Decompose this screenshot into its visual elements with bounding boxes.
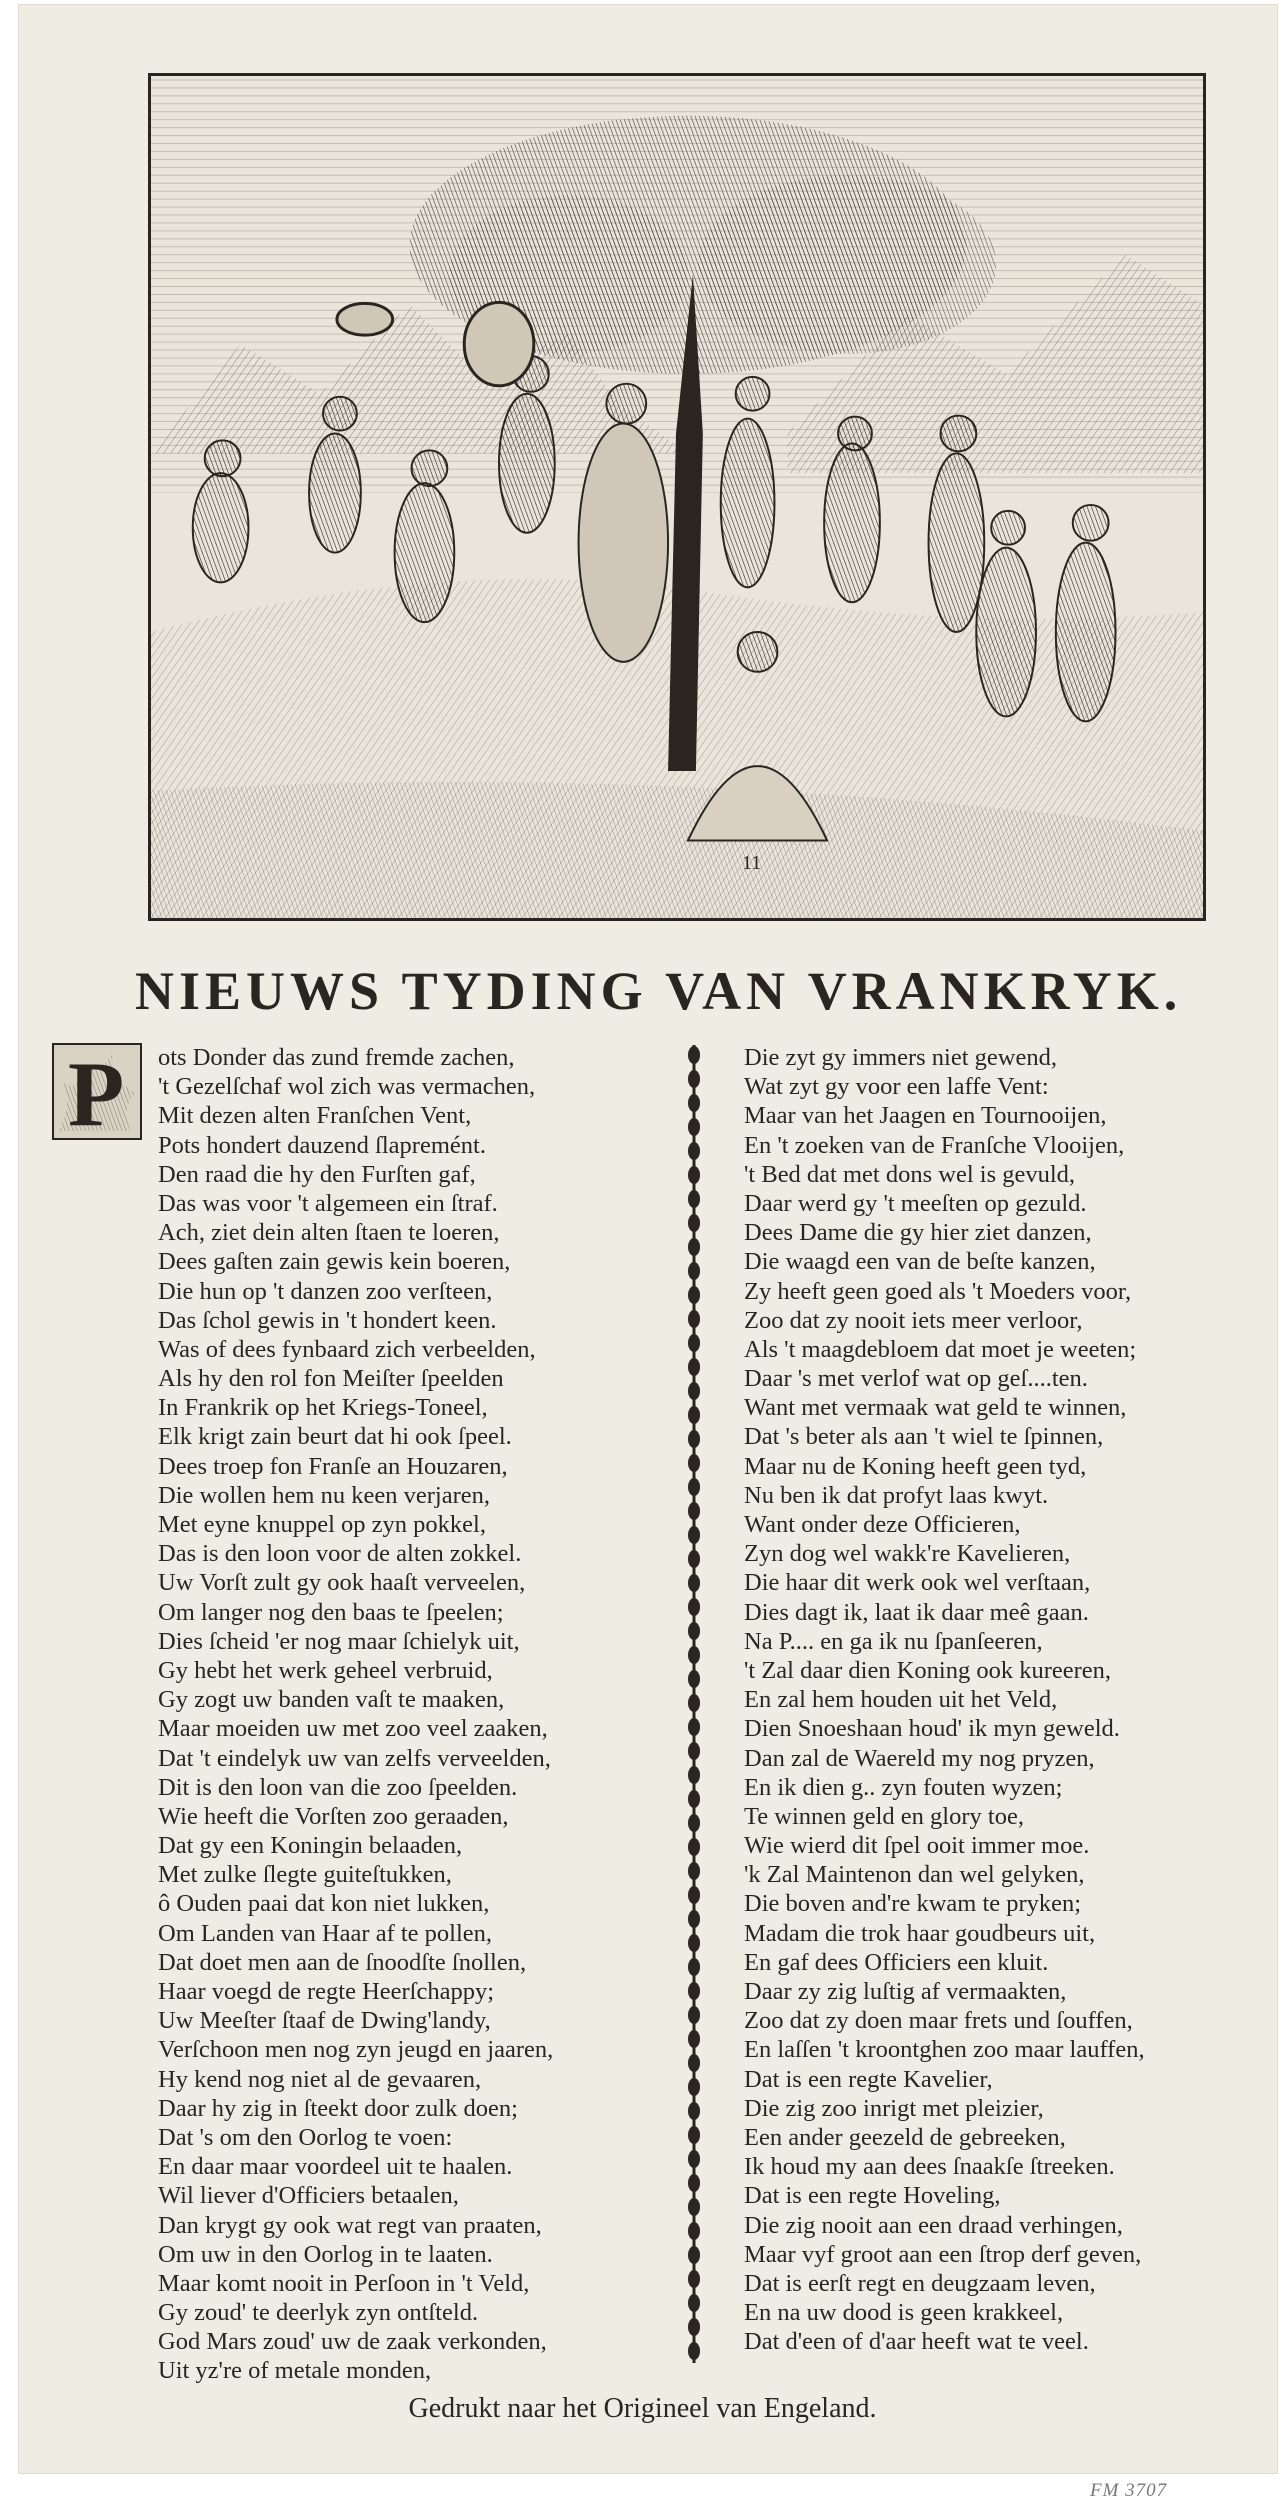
verse-line: Maar moeiden uw met zoo veel zaaken, bbox=[158, 1715, 548, 1743]
verse-line: Haar voegd de regte Heerſchappy; bbox=[158, 1978, 495, 2005]
verse-line: Die zyt gy immers niet gewend, bbox=[744, 1044, 1057, 1071]
verse-line: Ach, ziet dein alten ſtaen te loeren, bbox=[158, 1219, 500, 1247]
verse-line: Gy zoud' te deerlyk zyn ontſteld. bbox=[158, 2299, 479, 2327]
verse-line: Dat 't eindelyk uw van zelfs verveelden, bbox=[158, 1744, 551, 1772]
verse-line: En na uw dood is geen krakkeel, bbox=[744, 2299, 1064, 2327]
verse-line: Want met vermaak wat geld te winnen, bbox=[744, 1394, 1127, 1422]
verse-line: Om Landen van Haar af te pollen, bbox=[158, 1919, 493, 1947]
verse-line: En ik dien g.. zyn fouten wyzen; bbox=[744, 1773, 1063, 1801]
verse-line: Dat gy een Koningin belaaden, bbox=[158, 1832, 463, 1860]
verse-line: En zal hem houden uit het Veld, bbox=[744, 1686, 1058, 1714]
verse-line: Ik houd my aan dees ſnaakſe ſtreeken. bbox=[744, 2153, 1115, 2181]
verse-line: 't Zal daar dien Koning ook kureeren, bbox=[744, 1656, 1112, 1684]
verse-line: Dees troep fon Franſe an Houzaren, bbox=[158, 1452, 508, 1480]
verse-line: Die waagd een van de beſte kanzen, bbox=[744, 1248, 1096, 1276]
verse-line: Dat is een regte Hoveling, bbox=[744, 2182, 1001, 2210]
verse-line: Dees Dame die gy hier ziet danzen, bbox=[744, 1219, 1092, 1247]
verse-line: Daar hy zig in ſteekt door zulk doen; bbox=[158, 2094, 518, 2122]
verse-line: Maar van het Jaagen en Tournooijen, bbox=[744, 1102, 1107, 1130]
verse-line: Daar 's met verlof wat op geſ....ten. bbox=[744, 1365, 1088, 1393]
verse-line: Was of dees fynbaard zich verbeelden, bbox=[158, 1335, 536, 1363]
verse-line: Die zig nooit aan een draad verhingen, bbox=[744, 2211, 1123, 2239]
verse-line: Dan krygt gy ook wat regt van praaten, bbox=[158, 2211, 542, 2239]
verse-line: Pots hondert dauzend ſlapremént. bbox=[158, 1131, 486, 1159]
column-divider-ornament bbox=[684, 1045, 704, 2363]
verse-line: Verſchoon men nog zyn jeugd en jaaren, bbox=[158, 2036, 554, 2064]
verse-line: Die haar dit werk ook wel verſtaan, bbox=[744, 1569, 1091, 1597]
verse-line: Uw Vorſt zult gy ook haaſt verveelen, bbox=[158, 1569, 526, 1597]
verse-line: Maar komt nooit in Perſoon in 't Veld, bbox=[158, 2269, 530, 2297]
verse-line: Maar vyf groot aan een ſtrop derf geven, bbox=[744, 2240, 1142, 2268]
page-title: NIEUWS TYDING VAN VRANKRYK. bbox=[135, 961, 1183, 1021]
verse-line: Die wollen hem nu keen verjaren, bbox=[158, 1481, 490, 1509]
verse-line: Om langer nog den baas te ſpeelen; bbox=[158, 1598, 504, 1626]
verse-line: Als 't maagdebloem dat moet je weeten; bbox=[744, 1335, 1137, 1363]
verse-line: Wie heeft die Vorſten zoo geraaden, bbox=[158, 1802, 509, 1830]
verse-line: Uw Meeſter ſtaaf de Dwing'landy, bbox=[158, 2007, 491, 2035]
verse-line: Als hy den rol fon Meiſter ſpeelden bbox=[158, 1365, 504, 1393]
verse-line: Das is den loon voor de alten zokkel. bbox=[158, 1540, 522, 1568]
verse-line: Elk krigt zain beurt dat hi ook ſpeel. bbox=[158, 1423, 512, 1451]
right-verse-column bbox=[744, 1043, 1264, 2356]
plate-number: 11 bbox=[742, 852, 762, 874]
verse-line: Een ander geezeld de gebreeken, bbox=[744, 2123, 1066, 2151]
verse-line: In Frankrik op het Kriegs-Toneel, bbox=[158, 1394, 488, 1422]
verse-line: Madam die trok haar goudbeurs uit, bbox=[744, 1919, 1096, 1947]
verse-line: Die hun op 't danzen zoo verſteen, bbox=[158, 1277, 493, 1305]
verse-line: Die boven and're kwam te pryken; bbox=[744, 1890, 1082, 1918]
verse-line: Daar werd gy 't meeſten op gezuld. bbox=[744, 1189, 1087, 1217]
verse-line: Mit dezen alten Franſchen Vent, bbox=[158, 1102, 472, 1130]
verse-line: Nu ben ik dat profyt laas kwyt. bbox=[744, 1481, 1049, 1509]
verse-line: Dees gaſten zain gewis kein boeren, bbox=[158, 1248, 511, 1276]
verse-line: Wat zyt gy voor een laffe Vent: bbox=[744, 1073, 1049, 1101]
verse-line: ô Ouden paai dat kon niet lukken, bbox=[158, 1890, 490, 1918]
verse-line: Dit is den loon van die zoo ſpeelden. bbox=[158, 1773, 518, 1801]
verse-line: Zy heeft geen goed als 't Moeders voor, bbox=[744, 1277, 1132, 1305]
verse-line: Wil liever d'Officiers betaalen, bbox=[158, 2182, 459, 2210]
verse-line: 't Bed dat met dons wel is gevuld, bbox=[744, 1160, 1076, 1188]
verse-line: Hy kend nog niet al de gevaaren, bbox=[158, 2065, 482, 2093]
left-verse-column bbox=[60, 1043, 680, 2386]
verse-line: Want onder deze Officieren, bbox=[744, 1511, 1021, 1538]
verse-line: Das was voor 't algemeen ein ſtraf. bbox=[158, 1189, 498, 1217]
verse-line: Na P.... en ga ik nu ſpanſeeren, bbox=[744, 1627, 1043, 1655]
colophon: Gedrukt naar het Origineel van Engeland. bbox=[408, 2393, 877, 2424]
archive-reference-note: FM 3707 bbox=[1090, 2480, 1168, 2501]
verse-line: Dat is eerſt regt en deugzaam leven, bbox=[744, 2269, 1096, 2297]
verse-line: Dat doet men aan de ſnoodſte ſnollen, bbox=[158, 1948, 527, 1976]
etching-illustration bbox=[148, 73, 1206, 921]
verse-line: En laſſen 't kroontghen zoo maar lauffen, bbox=[744, 2036, 1145, 2064]
verse-line: Maar nu de Koning heeft geen tyd, bbox=[744, 1452, 1087, 1480]
verse-line: Dies dagt ik, laat ik daar meê gaan. bbox=[744, 1598, 1089, 1626]
verse-line: Dan zal de Waereld my nog pryzen, bbox=[744, 1744, 1095, 1772]
verse-line: 't Gezelſchaf wol zich was vermachen, bbox=[158, 1073, 536, 1101]
verse-line: Gy zogt uw banden vaſt te maaken, bbox=[158, 1686, 505, 1714]
verse-line: ots Donder das zund fremde zachen, bbox=[158, 1044, 515, 1071]
verse-line: Zoo dat zy doen maar frets und ſouffen, bbox=[744, 2007, 1133, 2035]
verse-line: Die zig zoo inrigt met pleizier, bbox=[744, 2094, 1044, 2122]
verse-line: Dat 's om den Oorlog te voen: bbox=[158, 2123, 453, 2151]
verse-line: En 't zoeken van de Franſche Vlooijen, bbox=[744, 1131, 1125, 1159]
verse-line: Met eyne knuppel op zyn pokkel, bbox=[158, 1511, 486, 1538]
verse-line: Den raad die hy den Furſten gaf, bbox=[158, 1160, 476, 1188]
verse-line: Dat 's beter als aan 't wiel te ſpinnen, bbox=[744, 1423, 1104, 1451]
verse-line: Das ſchol gewis in 't hondert keen. bbox=[158, 1306, 497, 1334]
verse-line: En gaf dees Officiers een kluit. bbox=[744, 1948, 1049, 1976]
verse-line: Dat d'een of d'aar heeft wat te veel. bbox=[744, 2328, 1089, 2356]
verse-line: Dies ſcheid 'er nog maar ſchielyk uit, bbox=[158, 1627, 520, 1655]
verse-line: Gy hebt het werk geheel verbruid, bbox=[158, 1656, 493, 1684]
verse-line: Met zulke ſlegte guiteſtukken, bbox=[158, 1861, 452, 1889]
verse-line: God Mars zoud' uw de zaak verkonden, bbox=[158, 2328, 547, 2356]
verse-line: Wie wierd dit ſpel ooit immer moe. bbox=[744, 1832, 1090, 1860]
verse-line: Uit yz're of metale monden, bbox=[158, 2357, 432, 2385]
verse-line: Daar zy zig luſtig af vermaakten, bbox=[744, 1978, 1067, 2005]
dancing-scene-image bbox=[151, 76, 1203, 918]
verse-line: Om uw in den Oorlog in te laaten. bbox=[158, 2240, 493, 2268]
verse-line: 'k Zal Maintenon dan wel gelyken, bbox=[744, 1861, 1085, 1889]
initial-letter: P bbox=[68, 1043, 125, 1140]
verse-line: En daar maar voordeel uit te haalen. bbox=[158, 2153, 513, 2181]
verse-line: Zoo dat zy nooit iets meer verloor, bbox=[744, 1306, 1083, 1334]
verse-line: Dien Snoeshaan houd' ik myn geweld. bbox=[744, 1715, 1120, 1743]
verse-line: Dat is een regte Kavelier, bbox=[744, 2065, 993, 2093]
verse-line: Te winnen geld en glory toe, bbox=[744, 1802, 1024, 1830]
verse-line: Zyn dog wel wakk're Kavelieren, bbox=[744, 1540, 1071, 1568]
